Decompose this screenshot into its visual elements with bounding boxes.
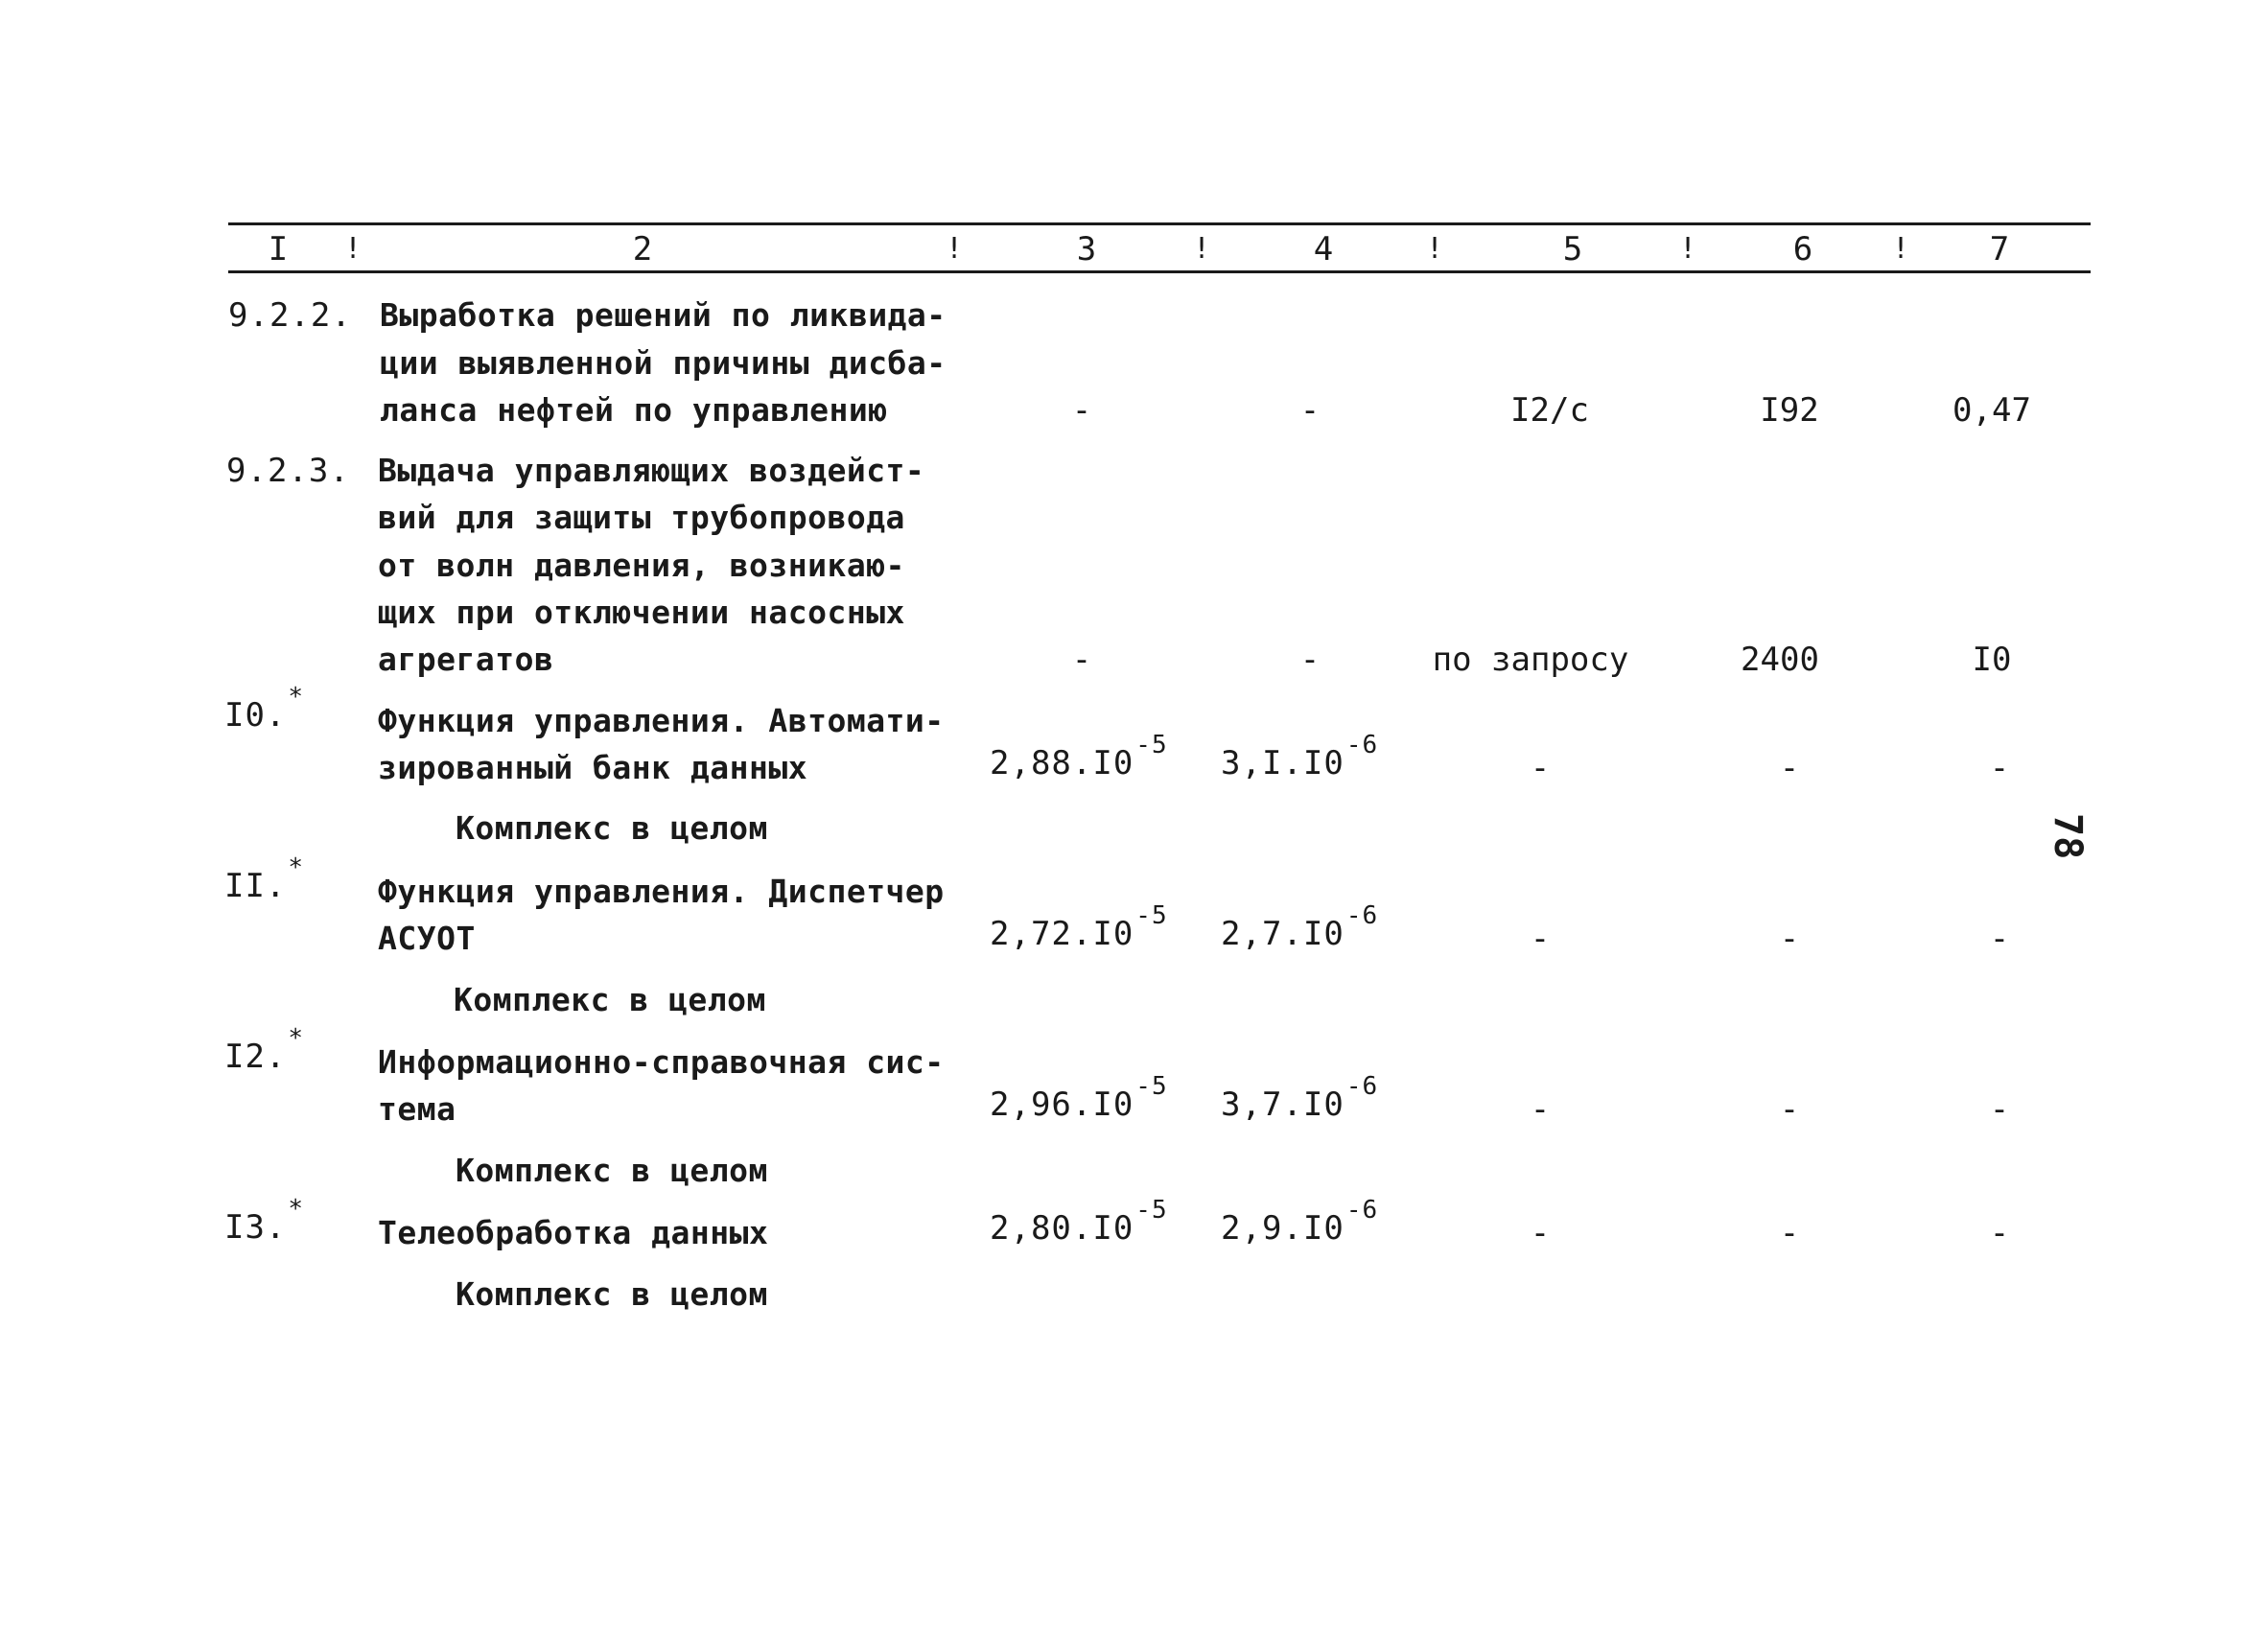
- cell-col3: -: [1071, 391, 1092, 430]
- cell-col5: -: [1530, 749, 1551, 787]
- row-description-line: Выдача управляющих воздейст-: [378, 452, 925, 489]
- header-top-rule: [228, 222, 2091, 225]
- column-separator: !: [1425, 232, 1444, 266]
- row-number: I0.*: [224, 683, 305, 735]
- cell-col7: -: [1989, 1090, 2010, 1129]
- cell-col6: -: [1779, 749, 1800, 787]
- cell-col4: $3,7.I0^{-6}$: [1221, 1072, 1379, 1124]
- cell-col6: -: [1779, 1214, 1800, 1252]
- column-separator: !: [343, 232, 362, 266]
- row-description-line: АСУОТ: [378, 920, 476, 957]
- row-number: I2.*: [224, 1024, 305, 1076]
- row-subtitle: Комплекс в целом: [456, 809, 768, 847]
- column-header-3: 3: [1076, 230, 1097, 268]
- column-header-6: 6: [1792, 230, 1813, 268]
- asterisk-mark: *: [288, 853, 305, 882]
- row-number: I3.*: [224, 1195, 305, 1247]
- asterisk-mark: *: [288, 683, 305, 712]
- cell-col4: $2,9.I0^{-6}$: [1221, 1196, 1379, 1248]
- row-description-line: Выработка решений по ликвида-: [380, 296, 947, 334]
- cell-col7: -: [1989, 920, 2010, 958]
- column-separator: !: [1678, 232, 1697, 266]
- cell-col3: $2,72.I0^{-5}$: [990, 901, 1168, 953]
- cell-col4: -: [1299, 391, 1321, 430]
- row-number: II.*: [224, 853, 305, 905]
- page-number: 78: [2046, 813, 2090, 860]
- row-number: 9.2.2.: [228, 296, 352, 335]
- cell-col6: I92: [1760, 391, 1819, 430]
- row-description-line: тема: [378, 1090, 456, 1128]
- cell-col5: -: [1530, 1214, 1551, 1252]
- row-description-line: ции выявленной причины дисба-: [380, 344, 947, 382]
- cell-col7: I0: [1972, 641, 2012, 679]
- asterisk-mark: *: [288, 1024, 305, 1053]
- cell-col3: $2,96.I0^{-5}$: [990, 1072, 1168, 1124]
- row-description-line: Функция управления. Автомати-: [378, 702, 945, 739]
- asterisk-mark: *: [288, 1195, 305, 1224]
- row-description-line: щих при отключении насосных: [378, 594, 905, 631]
- cell-col5: -: [1530, 1090, 1551, 1129]
- cell-col7: -: [1989, 749, 2010, 787]
- cell-col5: I2/c: [1510, 391, 1589, 430]
- cell-col6: -: [1779, 1090, 1800, 1129]
- column-header-2: 2: [632, 230, 653, 268]
- cell-col5: по запросу: [1432, 641, 1629, 679]
- cell-col5: -: [1530, 920, 1551, 958]
- column-header-7: 7: [1989, 230, 2010, 268]
- row-subtitle: Комплекс в целом: [456, 1275, 768, 1313]
- column-separator: !: [1891, 232, 1910, 266]
- row-description-line: от волн давления, возникаю-: [378, 547, 905, 584]
- row-number: 9.2.3.: [226, 452, 350, 490]
- cell-col4: $3,I.I0^{-6}$: [1221, 731, 1379, 782]
- cell-col6: -: [1779, 920, 1800, 958]
- row-description-line: вий для защиты трубопровода: [378, 499, 905, 536]
- row-description-line: агрегатов: [378, 641, 554, 678]
- cell-col7: -: [1989, 1214, 2010, 1252]
- row-description-line: зированный банк данных: [378, 749, 808, 786]
- cell-col6: 2400: [1741, 641, 1819, 679]
- row-description-line: Функция управления. Диспетчер: [378, 873, 945, 910]
- cell-col7: 0,47: [1952, 391, 2031, 430]
- row-subtitle: Комплекс в целом: [454, 981, 766, 1018]
- row-description-line: Информационно-справочная сис-: [378, 1043, 945, 1081]
- cell-col3: $2,80.I0^{-5}$: [990, 1196, 1168, 1248]
- cell-col3: $2,88.I0^{-5}$: [990, 731, 1168, 782]
- column-header-1: I: [268, 230, 289, 268]
- cell-col4: -: [1299, 641, 1321, 679]
- row-subtitle: Комплекс в целом: [456, 1152, 768, 1189]
- cell-col4: $2,7.I0^{-6}$: [1221, 901, 1379, 953]
- cell-col3: -: [1071, 641, 1092, 679]
- column-header-4: 4: [1313, 230, 1334, 268]
- row-description-line: ланса нефтей по управлению: [380, 391, 888, 429]
- header-bottom-rule: [228, 270, 2091, 273]
- column-header-5: 5: [1562, 230, 1583, 268]
- column-separator: !: [945, 232, 964, 266]
- row-description-line: Телеобработка данных: [378, 1214, 769, 1251]
- column-separator: !: [1192, 232, 1211, 266]
